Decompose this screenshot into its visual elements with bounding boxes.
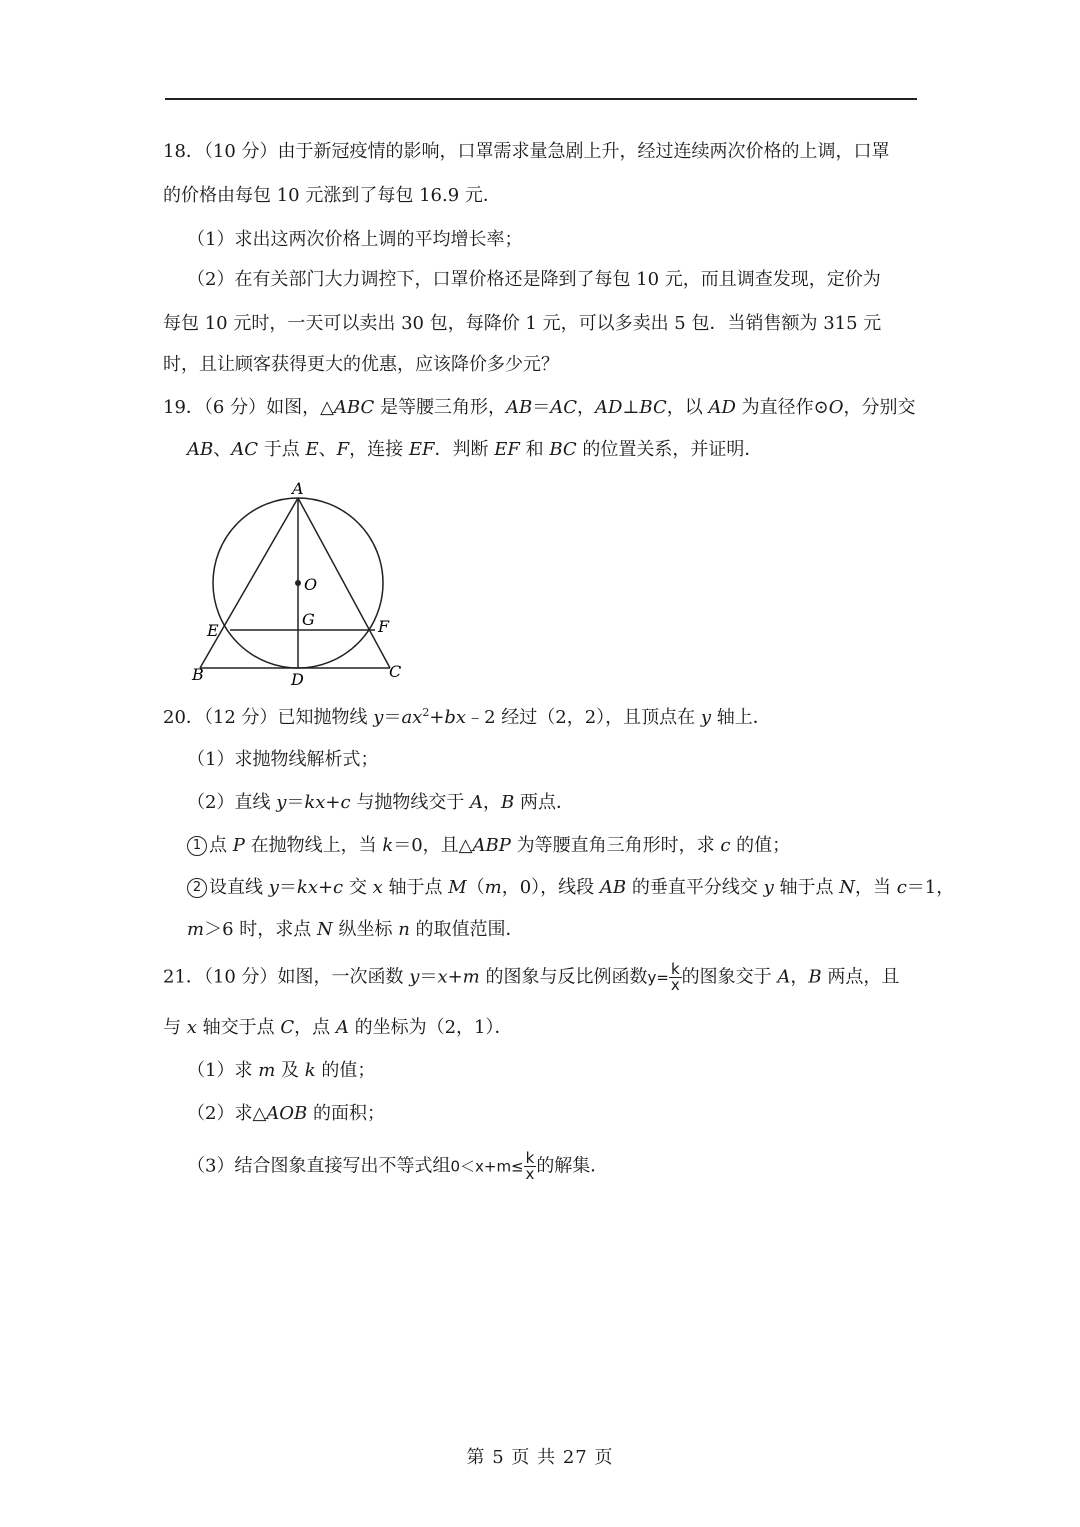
q19-line-2: AB、AC 于点 E、F，连接 EF．判断 EF 和 BC 的位置关系，并证明． bbox=[187, 439, 763, 460]
inequality-expression: 0＜x+m≤ bbox=[450, 1157, 524, 1176]
q20-sub-2-line-1: 2 设直线 y＝kx+c 交 x 轴于点 M（m，0），线段 AB 的垂直平分线交 y 轴于点 N，当 c＝1， bbox=[187, 876, 954, 900]
q21-part-2: （2）求△AOB 的面积； bbox=[187, 1103, 386, 1124]
q19-line-1: 19．（6 分）如图，△ABC 是等腰三角形，AB＝AC，AD⊥BC，以 AD 为直径作⊙O，分别交 bbox=[163, 397, 916, 418]
segment-ab bbox=[200, 498, 298, 668]
fraction-k-over-x-inequality: $\frac{k}{x}$ bbox=[525, 1149, 535, 1183]
label-o: O bbox=[304, 575, 318, 594]
label-b: B bbox=[192, 665, 204, 684]
header-rule bbox=[165, 98, 917, 100]
q21-part-3: （3）结合图象直接写出不等式组0＜x+m≤ $\frac{k}{x}$ 的解集． bbox=[187, 1149, 609, 1183]
q21-line-2: 与 x 轴交于点 C，点 A 的坐标为（2，1）． bbox=[163, 1017, 513, 1038]
q18-part-2-line-1: （2）在有关部门大力调控下，口罩价格还是降到了每包 10 元，而且调查发现，定价为 bbox=[187, 269, 881, 290]
q19-number: 19．（6 分） bbox=[163, 397, 267, 418]
q18-part-2-line-2: 每包 10 元时，一天可以卖出 30 包，每降价 1 元，可以多卖出 5 包．当销售额为 315 元 bbox=[163, 313, 882, 334]
q18-line-2: 的价格由每包 10 元涨到了每包 16.9 元． bbox=[163, 185, 501, 206]
label-e: E bbox=[207, 621, 219, 640]
q21-part-1: （1）求 m 及 k 的值； bbox=[187, 1060, 376, 1081]
label-c: C bbox=[389, 662, 402, 681]
q20-sub-1: 1 点 P 在抛物线上，当 k＝0，且△ABP 为等腰直角三角形时，求 c 的值； bbox=[187, 834, 790, 858]
formula-y-equals: y= bbox=[647, 968, 669, 987]
q20-part-2: （2）直线 y＝kx+c 与抛物线交于 A，B 两点． bbox=[187, 792, 575, 813]
circled-number-1: 1 bbox=[187, 836, 207, 856]
label-g: G bbox=[302, 610, 315, 629]
label-f: F bbox=[378, 617, 390, 636]
q21-line-1: 21．（10 分）如图，一次函数 y＝x+m 的图象与反比例函数y= $\frac{k}{x}$ 的图象交于 A，B 两点，且 bbox=[163, 960, 900, 994]
q18-part-2-line-3: 时，且让顾客获得更大的优惠，应该降价多少元？ bbox=[163, 354, 559, 375]
q18-number: 18．（10 分） bbox=[163, 141, 278, 162]
q20-part-1: （1）求抛物线解析式； bbox=[187, 749, 379, 770]
label-d: D bbox=[291, 670, 304, 688]
q20-sub-2-line-2: m＞6 时，求点 N 纵坐标 n 的取值范围． bbox=[187, 919, 524, 940]
q20-line-1: 20．（12 分）已知抛物线 $y=ax^2+bx﹣2$ 经过（2，2），且顶点在 y 轴上． bbox=[163, 706, 771, 728]
q21-number: 21．（10 分） bbox=[163, 966, 278, 988]
center-point-o bbox=[295, 580, 301, 586]
q18-line-1: 18．（10 分）由于新冠疫情的影响，口罩需求量急剧上升，经过连续两次价格的上调，口罩 bbox=[163, 141, 890, 162]
circled-number-2: 2 bbox=[187, 878, 207, 898]
label-a: A bbox=[292, 479, 304, 498]
page-number-footer: 第 5 页 共 27 页 bbox=[466, 1447, 614, 1468]
fraction-k-over-x: $\frac{k}{x}$ bbox=[670, 960, 680, 994]
geometry-figure bbox=[180, 478, 420, 688]
q20-number: 20．（12 分） bbox=[163, 707, 278, 728]
q18-part-1: （1）求出这两次价格上调的平均增长率； bbox=[187, 229, 523, 250]
